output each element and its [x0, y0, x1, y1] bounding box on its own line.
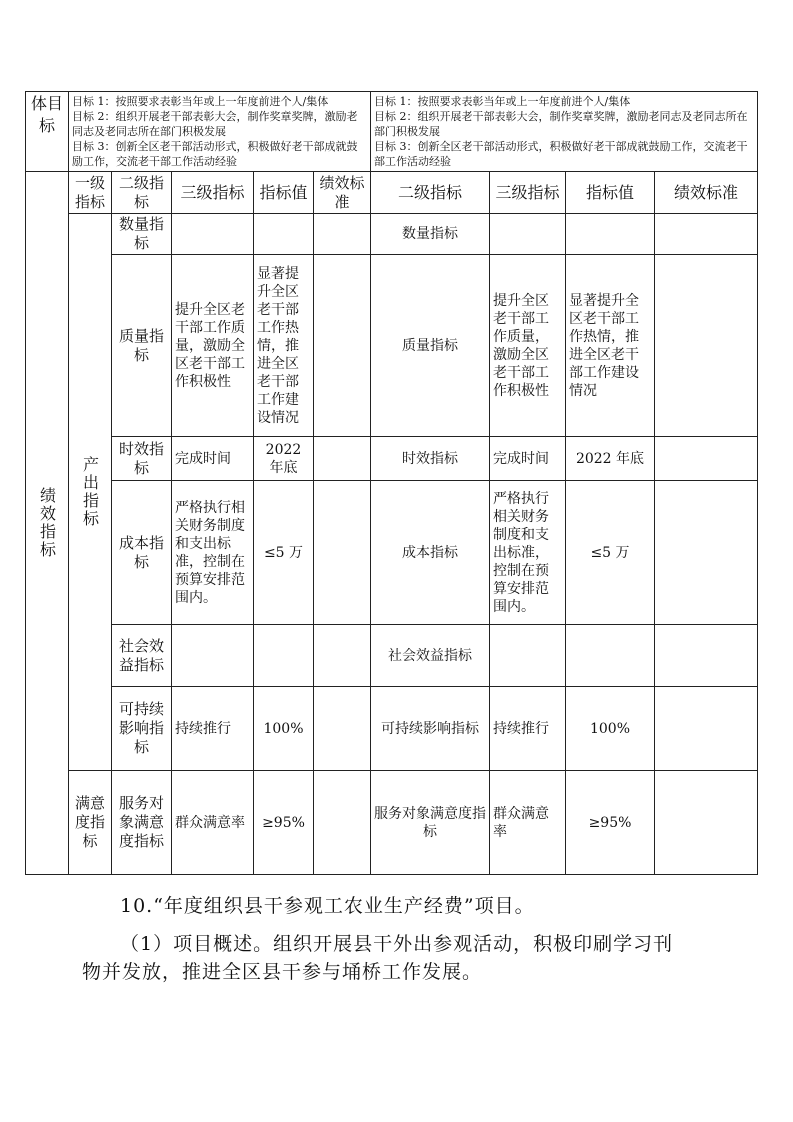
quantity-r-l2: 数量指标	[371, 214, 490, 255]
satisfaction-l2: 服务对象满意度指标	[112, 771, 172, 875]
sustain-l2: 可持续影响指标	[112, 687, 172, 771]
quality-r-l3: 提升全区老干部工作质量，激励全区老干部工作积极性	[490, 255, 566, 437]
project-overview-paragraph: （1）项目概述。组织开展县干外出参观活动，积极印刷学习刊物并发放，推进全区县干参与埇桥工作发展。	[82, 933, 674, 983]
social-l3	[172, 625, 254, 687]
sustain-r-val: 100%	[566, 687, 655, 771]
social-std	[314, 625, 371, 687]
time-r-std	[655, 437, 758, 481]
satisfaction-l3: 群众满意率	[172, 771, 254, 875]
cost-r-val: ≤5 万	[566, 481, 655, 625]
goals-row	[26, 92, 758, 172]
header-value: 指标值	[254, 172, 314, 214]
header-r-value: 指标值	[566, 172, 655, 214]
header-row	[26, 172, 758, 214]
sustain-std	[314, 687, 371, 771]
sustain-r-l2: 可持续影响指标	[371, 687, 490, 771]
goal-left-2: 目标 2：组织开展老干部表彰大会，制作奖章奖牌，激励老同志及老同志所在部门积极发展	[72, 110, 358, 138]
header-r-level3: 三级指标	[490, 172, 566, 214]
header-r-standard: 绩效标准	[655, 172, 758, 214]
social-l2: 社会效益指标	[112, 625, 172, 687]
header-r-level2: 二级指标	[371, 172, 490, 214]
goal-right-2: 目标 2：组织开展老干部表彰大会，制作奖章奖牌，激励老同志及老同志所在部门积极发展	[374, 110, 748, 138]
social-r-std	[655, 625, 758, 687]
sustain-r-std	[655, 687, 758, 771]
quantity-r-l3	[490, 214, 566, 255]
cost-r-std	[655, 481, 758, 625]
quality-r-std	[655, 255, 758, 437]
row-cost	[26, 481, 758, 625]
row-time	[26, 437, 758, 481]
quantity-val	[254, 214, 314, 255]
satisfaction-label: 满意度指标	[69, 771, 112, 875]
goal-right-1: 目标 1：按照要求表彰当年或上一年度前进个人/集体	[374, 95, 631, 108]
time-r-val: 2022 年底	[566, 437, 655, 481]
header-level2: 二级指标	[112, 172, 172, 214]
sustain-l3: 持续推行	[172, 687, 254, 771]
quality-r-val: 显著提升全区老干部工作热情，推进全区老干部工作建设情况	[566, 255, 655, 437]
social-r-l3	[490, 625, 566, 687]
cost-l3: 严格执行相关财务制度和支出标准，控制在预算安排范围内。	[172, 481, 254, 625]
goal-left-3: 目标 3：创新全区老干部活动形式，积极做好老干部成就鼓励工作，交流老干部工作活动经验	[72, 140, 358, 168]
cost-val: ≤5 万	[254, 481, 314, 625]
goals-left	[69, 92, 371, 172]
row-quality	[26, 255, 758, 437]
time-l3: 完成时间	[172, 437, 254, 481]
quality-val: 显著提升全区老干部工作热情，推进全区老干部工作建设情况	[254, 255, 314, 437]
goal-left-1: 目标 1：按照要求表彰当年或上一年度前进个人/集体	[72, 95, 329, 108]
satisfaction-std	[314, 771, 371, 875]
sustain-val: 100%	[254, 687, 314, 771]
header-level3: 三级指标	[172, 172, 254, 214]
time-r-l2: 时效指标	[371, 437, 490, 481]
quantity-l2: 数量指标	[112, 214, 172, 255]
quality-std	[314, 255, 371, 437]
row-satisfaction	[26, 771, 758, 875]
quantity-r-std	[655, 214, 758, 255]
satisfaction-r-l2: 服务对象满意度指标	[371, 771, 490, 875]
satisfaction-r-val: ≥95%	[566, 771, 655, 875]
quality-r-l2: 质量指标	[371, 255, 490, 437]
social-r-l2: 社会效益指标	[371, 625, 490, 687]
satisfaction-r-l3: 群众满意率	[490, 771, 566, 875]
satisfaction-val: ≥95%	[254, 771, 314, 875]
time-l2: 时效指标	[112, 437, 172, 481]
time-r-l3: 完成时间	[490, 437, 566, 481]
social-r-val	[566, 625, 655, 687]
goals-right	[371, 92, 758, 172]
quality-l2: 质量指标	[112, 255, 172, 437]
cost-r-l3: 严格执行相关财务制度和支出标准，控制在预算安排范围内。	[490, 481, 566, 625]
header-level1: 一级指标	[69, 172, 112, 214]
satisfaction-r-std	[655, 771, 758, 875]
quantity-std	[314, 214, 371, 255]
quantity-r-val	[566, 214, 655, 255]
cost-std	[314, 481, 371, 625]
time-std	[314, 437, 371, 481]
section-heading: 10.“年度组织县干参观工农业生产经费”项目。	[120, 895, 535, 917]
quality-l3: 提升全区老干部工作质量，激励全区老干部工作积极性	[172, 255, 254, 437]
header-standard: 绩效标准	[314, 172, 371, 214]
time-val: 2022 年底	[254, 437, 314, 481]
sustain-r-l3: 持续推行	[490, 687, 566, 771]
row-sustain	[26, 687, 758, 771]
performance-table	[25, 91, 758, 875]
goals-label: 体目标	[26, 92, 69, 172]
cost-r-l2: 成本指标	[371, 481, 490, 625]
social-val	[254, 625, 314, 687]
goal-right-3: 目标 3：创新全区老干部活动形式，积极做好老干部成就鼓励工作，交流老干部工作活动经验	[374, 140, 748, 168]
perf-indicator-label: 绩效指标	[26, 172, 69, 875]
row-social	[26, 625, 758, 687]
quantity-l3	[172, 214, 254, 255]
cost-l2: 成本指标	[112, 481, 172, 625]
row-quantity	[26, 214, 758, 255]
output-indicator-label: 产出指标	[69, 214, 112, 771]
